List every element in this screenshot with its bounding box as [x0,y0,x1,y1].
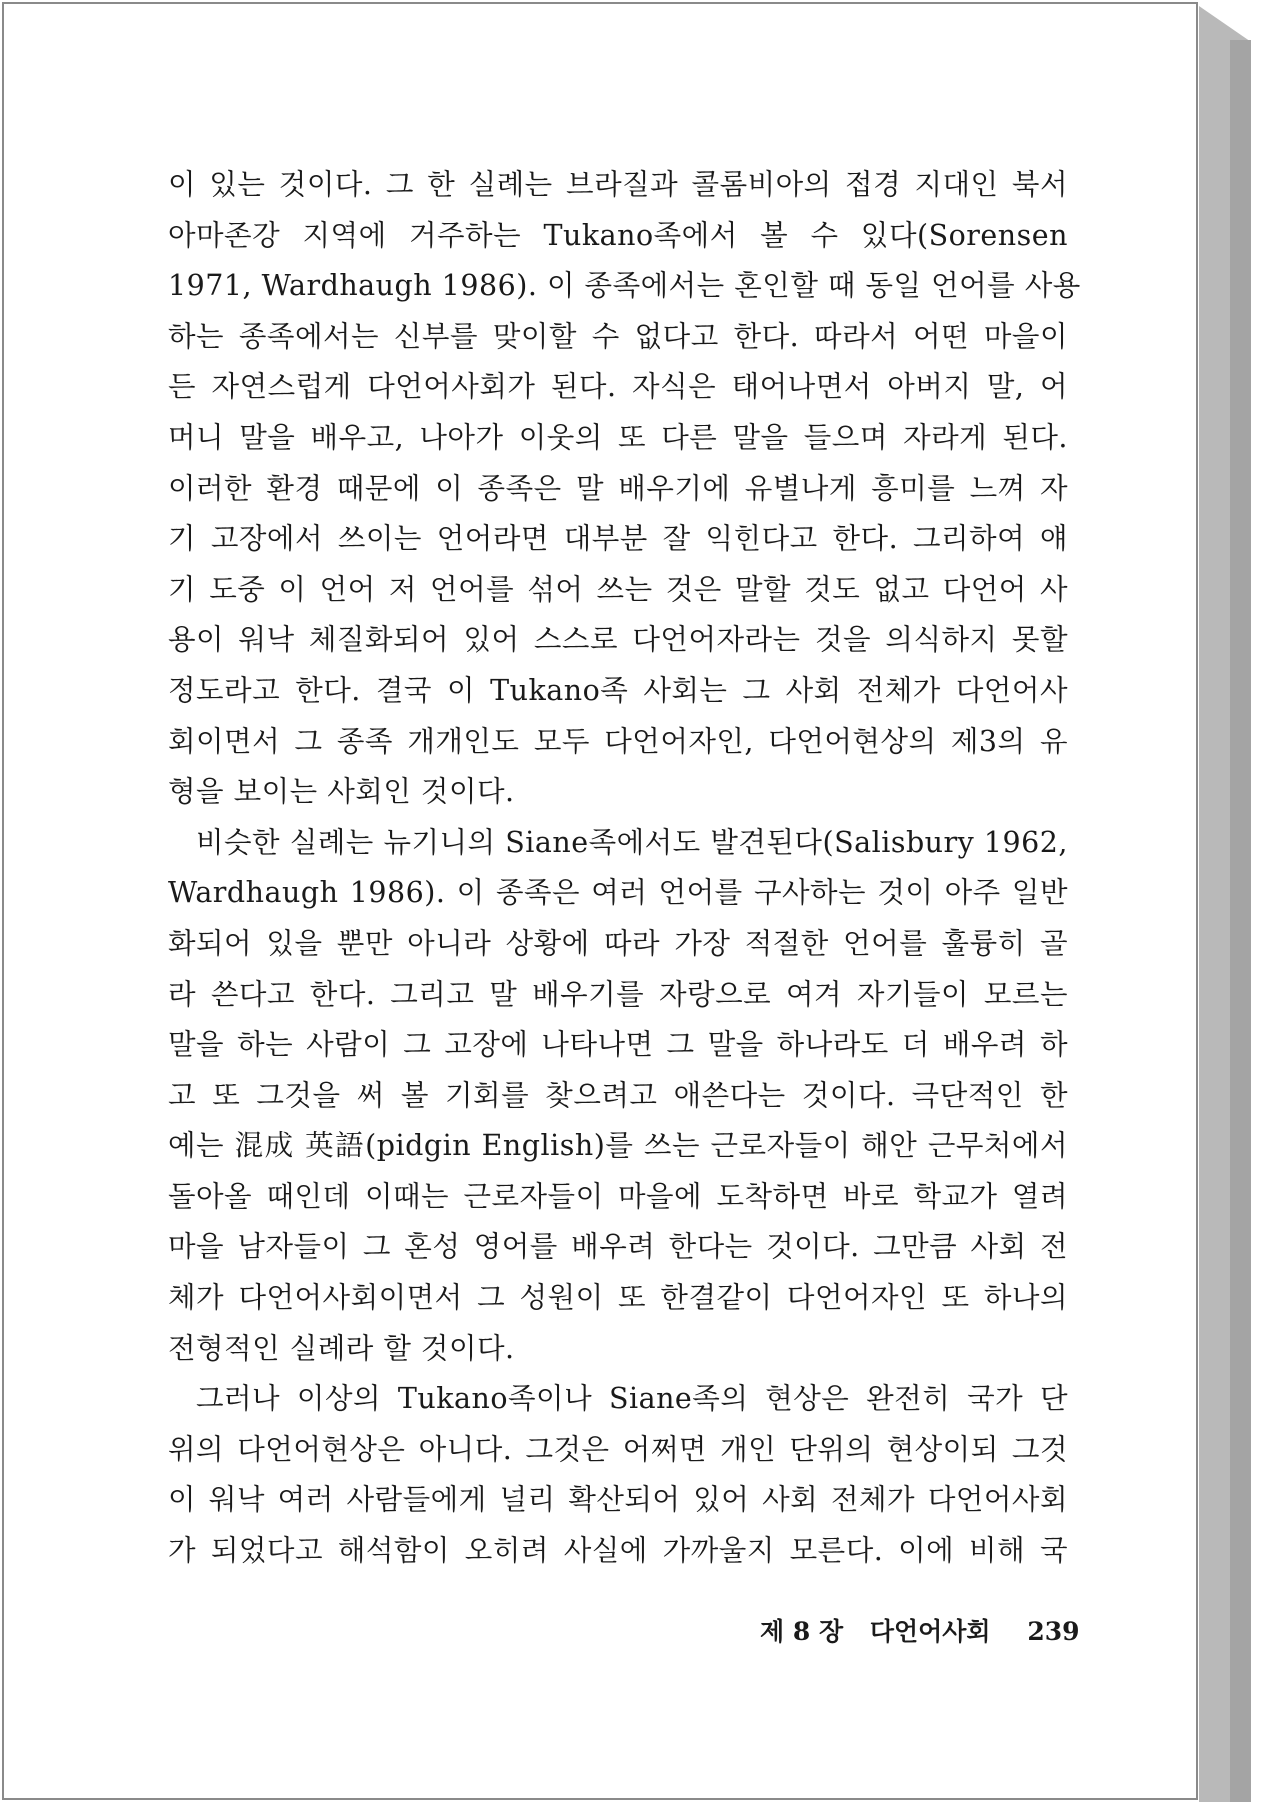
text-line: 화되어 있을 뿐만 아니라 상황에 따라 가장 적절한 언어를 훌륭히 골 [168,926,1068,960]
text-line: 이 있는 것이다. 그 한 실례는 브라질과 콜롬비아의 접경 지대인 북서 [168,168,1068,201]
text-line: 이러한 환경 때문에 이 종족은 말 배우기에 유별나게 흥미를 느껴 자 [168,471,1068,505]
text-line: 예는 混成 英語(pidgin English)를 쓰는 근로자들이 해안 근무처에서 [168,1129,1068,1163]
body-text [168,160,1081,1577]
text-line: 전형적인 실례라 할 것이다. [168,1331,515,1365]
footer-chapter-title: 다언어사회 [869,1617,991,1646]
text-line: 1971, Wardhaugh 1986). 이 종족에서는 혼인할 때 동일 언어를 사용 [168,269,1081,303]
text-line: 이 워낙 여러 사람들에게 널리 확산되어 있어 사회 전체가 다언어사회 [168,1483,1068,1517]
page-number: 239 [1027,1617,1080,1646]
text-line: 돌아올 때인데 이때는 근로자들이 마을에 도착하면 바로 학교가 열려 [168,1179,1068,1213]
text-line: 정도라고 한다. 결국 이 Tukano족 사회는 그 사회 전체가 다언어사 [168,673,1068,707]
text-line: 하는 종족에서는 신부를 맞이할 수 없다고 한다. 따라서 어떤 마을이 [168,319,1068,353]
text-line: 형을 보이는 사회인 것이다. [168,775,515,809]
text-line: 든 자연스럽게 다언어사회가 된다. 자식은 태어나면서 아버지 말, 어 [168,370,1068,404]
text-line: 말을 하는 사람이 그 고장에 나타나면 그 말을 하나라도 더 배우려 하 [168,1028,1068,1062]
footer-chapter: 제 8 장 [760,1617,844,1646]
text-line: 마을 남자들이 그 혼성 영어를 배우려 한다는 것이다. 그만큼 사회 전 [168,1230,1068,1264]
page-edge-shade [1230,40,1251,1802]
text-line: 기 도중 이 언어 저 언어를 섞어 쓰는 것은 말할 것도 없고 다언어 사 [168,572,1068,606]
text-line: 위의 다언어현상은 아니다. 그것은 어쩌면 개인 단위의 현상이되 그것 [168,1432,1068,1466]
text-line: 기 고장에서 쓰이는 언어라면 대부분 잘 익힌다고 한다. 그리하여 얘 [168,522,1068,556]
text-line: 회이면서 그 종족 개개인도 모두 다언어자인, 다언어현상의 제3의 유 [168,724,1068,758]
text-line: 라 쓴다고 한다. 그리고 말 배우기를 자랑으로 여겨 자기들이 모르는 [168,977,1068,1011]
text-line: 그러나 이상의 Tukano족이나 Siane족의 현상은 완전히 국가 단 [196,1382,1068,1416]
text-line: 용이 워낙 체질화되어 있어 스스로 다언어자라는 것을 의식하지 못할 [168,623,1068,657]
text-line: 체가 다언어사회이면서 그 성원이 또 한결같이 다언어자인 또 하나의 [168,1281,1068,1315]
paragraph-2 [168,818,1068,1375]
text-line: 고 또 그것을 써 볼 기회를 찾으려고 애쓴다는 것이다. 극단적인 한 [168,1078,1068,1112]
paragraph-1 [168,160,1081,818]
page-footer [760,1612,1080,1652]
text-line: 비슷한 실례는 뉴기니의 Siane족에서도 발견된다(Salisbury 1962, [196,825,1068,859]
paragraph-3 [168,1374,1068,1576]
text-line: Wardhaugh 1986). 이 종족은 여러 언어를 구사하는 것이 아주 일반 [168,876,1068,910]
text-line: 가 되었다고 해석함이 오히려 사실에 가까울지 모른다. 이에 비해 국 [168,1534,1068,1568]
text-line: 머니 말을 배우고, 나아가 이웃의 또 다른 말을 들으며 자라게 된다. [168,420,1068,454]
text-line: 아마존강 지역에 거주하는 Tukano족에서 볼 수 있다(Sorensen [168,218,1068,252]
